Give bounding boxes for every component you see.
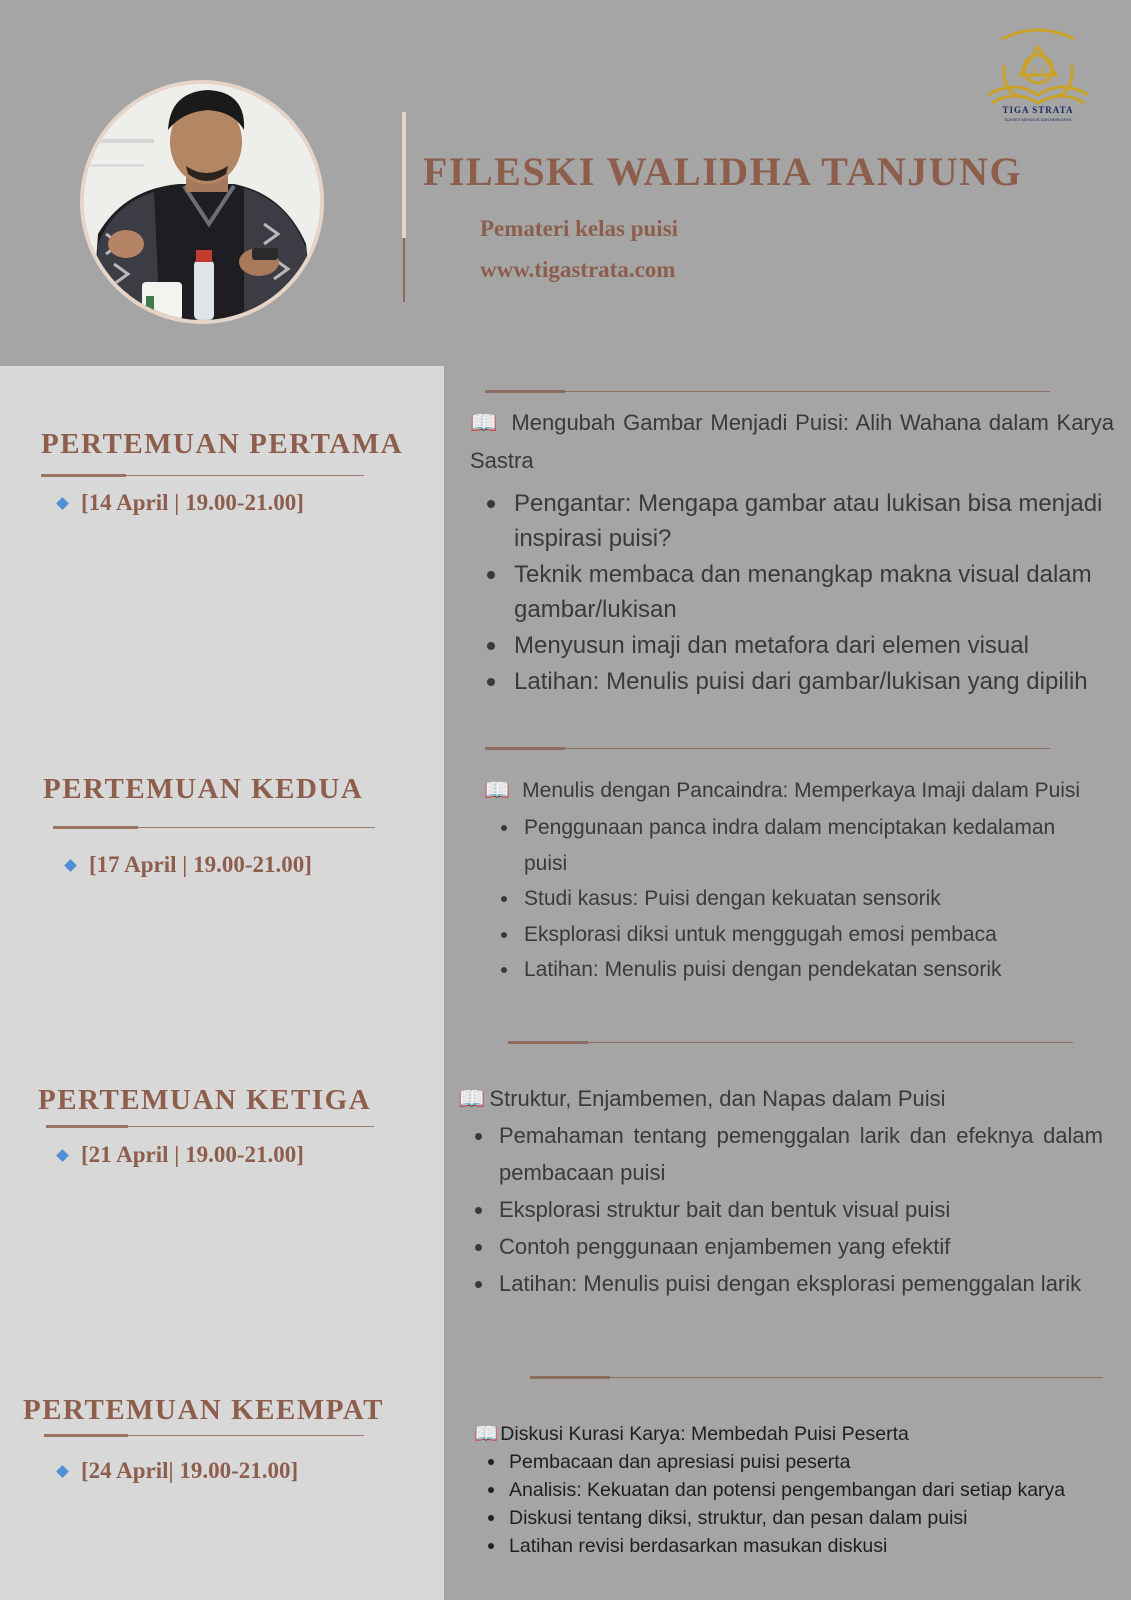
session-2-date: [17 April | 19.00-21.00] [89, 852, 312, 877]
svg-text:S: S [1031, 65, 1037, 75]
svg-text:TIGA STRATA: TIGA STRATA [1002, 105, 1074, 115]
header-divider [402, 112, 406, 238]
session-1-date-row [58, 490, 304, 516]
speaker-role: Pemateri kelas puisi [480, 216, 679, 241]
speaker-photo [80, 80, 324, 324]
list-item: Pemahaman tentang pemenggalan larik dan efeknya dalam pembacaan puisi [499, 1117, 1103, 1191]
list-item: Analisis: Kekuatan dan potensi pengembangan dari setiap karya [509, 1476, 1114, 1504]
session-4-title: PERTEMUAN KEEMPAT [23, 1394, 384, 1426]
svg-text:G: G [1040, 65, 1047, 75]
header-divider-lower [403, 238, 405, 302]
separator [485, 391, 1050, 392]
diamond-bullet-icon [56, 1465, 69, 1478]
list-item: Latihan: Menulis puisi dari gambar/lukisan yang dipilih [514, 664, 1114, 699]
list-item: Studi kasus: Puisi dengan kekuatan sensorik [524, 881, 1101, 917]
list-item: Teknik membaca dan menangkap makna visual dalam gambar/lukisan [514, 557, 1114, 627]
session-3-date: [21 April | 19.00-21.00] [81, 1142, 304, 1167]
session-4-date: [24 April| 19.00-21.00] [81, 1458, 299, 1483]
list-item: Eksplorasi struktur bait dan bentuk visual puisi [499, 1191, 1103, 1228]
speaker-photo-image [84, 84, 320, 320]
list-item: Contoh penggunaan enjambemen yang efektif [499, 1228, 1103, 1265]
session-3-content [458, 1080, 1103, 1302]
session-3-title: PERTEMUAN KETIGA [38, 1084, 372, 1116]
open-book-icon: 📖 [484, 779, 511, 802]
session-1-points [514, 486, 1114, 699]
tiga-strata-logo [982, 25, 1094, 125]
list-item: Pengantar: Mengapa gambar atau lukisan bisa menjadi inspirasi puisi? [514, 486, 1114, 556]
svg-text:SUKSES MENULIS DAN BERKARYA: SUKSES MENULIS DAN BERKARYA [1004, 117, 1072, 122]
session-4-date-row [58, 1458, 298, 1484]
session-2-topic-row [484, 773, 1101, 809]
separator [530, 1377, 1103, 1378]
session-4-topic: 📖 Diskusi Kurasi Karya: Membedah Puisi Peserta [474, 1420, 909, 1448]
session-4-points [509, 1448, 1114, 1560]
session-3-topic: 📖 Struktur, Enjambemen, dan Napas dalam Puisi [458, 1080, 946, 1117]
session-1-underline [41, 475, 364, 476]
diamond-bullet-icon [64, 859, 77, 872]
session-1-content [470, 404, 1114, 700]
session-3-points [499, 1117, 1103, 1302]
separator [485, 748, 1050, 749]
list-item: Eksplorasi diksi untuk menggugah emosi pembaca [524, 917, 1101, 953]
session-1-date: [14 April | 19.00-21.00] [81, 490, 304, 515]
speaker-website[interactable]: www.tigastrata.com [480, 257, 676, 282]
list-item: Latihan: Menulis puisi dengan eksplorasi pemenggalan larik [499, 1265, 1103, 1302]
diamond-bullet-icon [56, 497, 69, 510]
list-item: Penggunaan panca indra dalam menciptakan kedalaman puisi [524, 810, 1101, 881]
list-item: Diskusi tentang diksi, struktur, dan pesan dalam puisi [509, 1504, 1114, 1532]
speaker-name: FILESKI WALIDHA TANJUNG [423, 149, 1023, 194]
diamond-bullet-icon [56, 1149, 69, 1162]
session-1-title: PERTEMUAN PERTAMA [41, 428, 404, 460]
open-book-icon: 📖 [474, 1423, 499, 1445]
list-item: Latihan revisi berdasarkan masukan diskusi [509, 1532, 1114, 1560]
session-2-title: PERTEMUAN KEDUA [43, 773, 364, 805]
open-book-icon: 📖 [470, 410, 498, 435]
session-1-topic-row [470, 404, 1114, 480]
separator [508, 1042, 1073, 1043]
session-4-underline [44, 1435, 364, 1436]
session-4-content [474, 1420, 1114, 1560]
session-3-underline [46, 1126, 374, 1127]
list-item: Pembacaan dan apresiasi puisi peserta [509, 1448, 1114, 1476]
session-2-date-row [66, 852, 312, 878]
session-3-date-row [58, 1142, 304, 1168]
list-item: Menyusun imaji dan metafora dari elemen visual [514, 628, 1114, 663]
list-item: Latihan: Menulis puisi dengan pendekatan sensorik [524, 952, 1101, 988]
open-book-icon: 📖 [458, 1086, 486, 1111]
session-2-content [484, 773, 1101, 988]
session-3-topic-row [458, 1080, 1103, 1117]
session-4-topic-row [474, 1420, 1114, 1448]
session-1-topic: 📖 Mengubah Gambar Menjadi Puisi: Alih Wahana dalam Karya Sastra [470, 404, 1114, 480]
session-2-topic: 📖 Menulis dengan Pancaindra: Memperkaya Imaji dalam Puisi [484, 773, 1080, 809]
session-2-underline [53, 827, 375, 828]
session-2-points [524, 810, 1101, 988]
